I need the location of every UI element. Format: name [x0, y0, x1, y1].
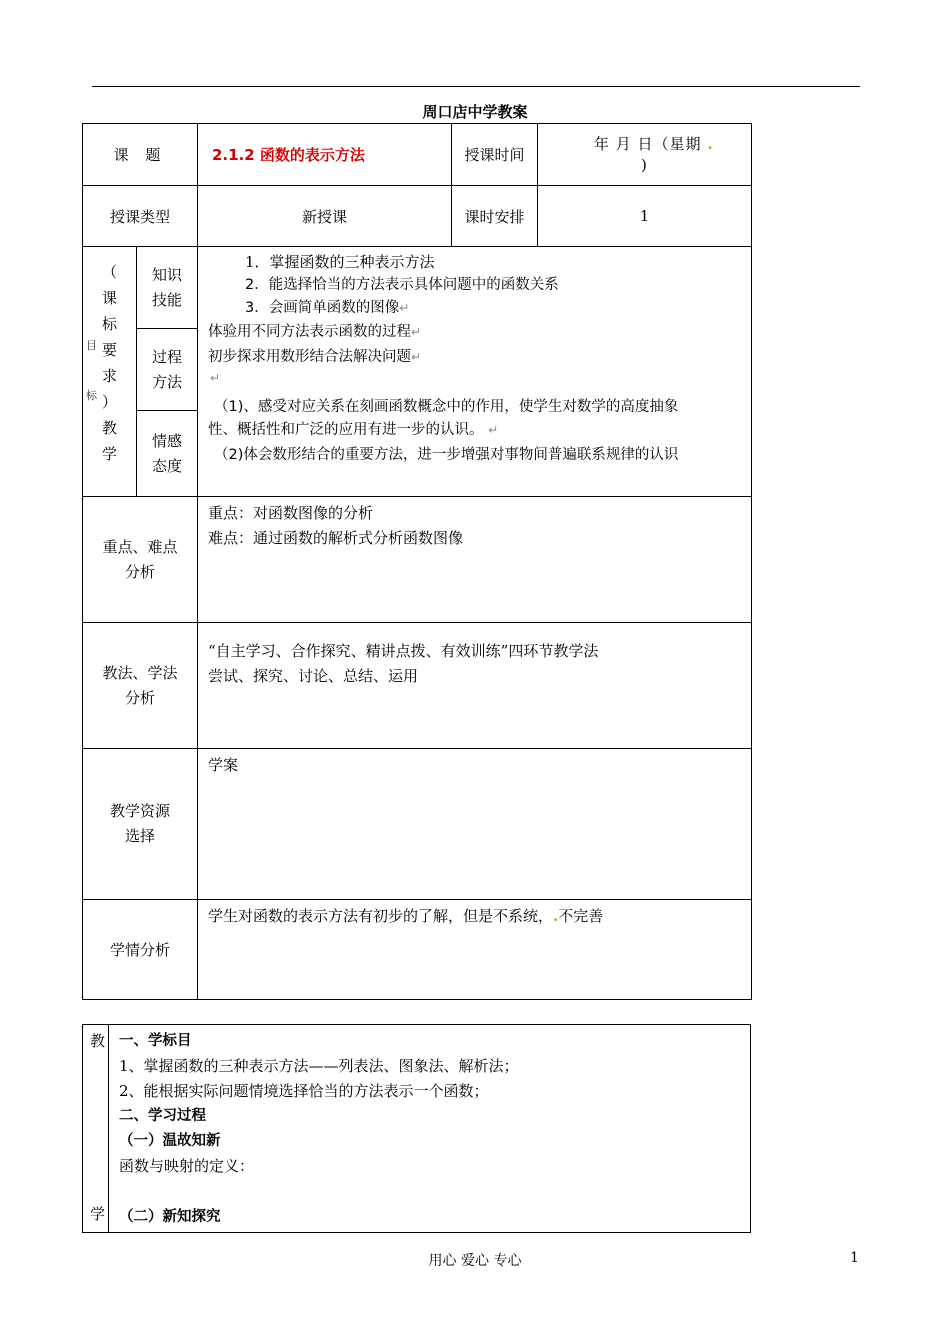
- return-mark: ↵: [210, 371, 221, 385]
- date-line-1: 年 月 日（星期 .: [594, 135, 714, 153]
- process-label: 过程 方法: [137, 329, 198, 411]
- objective-k2: 2．能选择恰当的方法表示具体问题中的函数关系: [245, 277, 559, 293]
- process-side-top: 教: [90, 1032, 106, 1050]
- keypoints-text: [198, 497, 752, 623]
- goal-label: （ 课 标 要 求 ） 教 学 目 标: [83, 247, 137, 497]
- method-line-2: 尝试、探究、讨论、总结、运用: [208, 667, 419, 685]
- process-line-1: 1、掌握函数的三种表示方法——列表法、图象法、解析法；: [119, 1057, 519, 1075]
- school-title: 周口店中学教案: [422, 103, 528, 121]
- section-heading-3: （一）温故知新: [119, 1133, 221, 1149]
- process-line-3: 函数与映射的定义：: [119, 1157, 255, 1175]
- key-point: 重点：对函数图像的分析: [208, 504, 374, 522]
- objective-e1a: （1)、感受对应关系在刻画函数概念中的作用，使学生对数学的高度抽象: [214, 399, 679, 415]
- blank-space: [119, 1179, 740, 1205]
- objective-p1: 体验用不同方法表示函数的过程↵: [208, 324, 422, 340]
- resource-label: 教学资源 选择: [83, 749, 198, 900]
- objective-e1b: 性、概括性和广泛的应用有进一步的认识。 ↵: [208, 422, 499, 438]
- process-line-2: 2、能根据实际问题情境选择恰当的方法表示一个函数；: [119, 1082, 489, 1100]
- time-label: 授课时间: [452, 124, 538, 186]
- objective-p2: 初步探求用数形结合法解决问题↵: [208, 349, 422, 365]
- process-body: [109, 1025, 751, 1233]
- topic-value: 2.1.2 函数的表示方法: [198, 124, 452, 186]
- section-heading-2: 二、学习过程: [119, 1108, 206, 1124]
- process-side-bottom: 学: [90, 1205, 106, 1223]
- date-line-2: ): [641, 156, 647, 174]
- goal-side-char-2: 标: [86, 389, 97, 402]
- keypoints-label: 重点、难点 分析: [83, 497, 198, 623]
- type-label: 授课类型: [83, 186, 198, 247]
- method-line-1: “自主学习、合作探究、精讲点拨、有效训练”四环节教学法: [208, 642, 599, 660]
- hours-label: 课时安排: [452, 186, 538, 247]
- student-label: 学情分析: [83, 900, 198, 1000]
- emotion-label: 情感 态度: [137, 411, 198, 497]
- methods-text: [198, 623, 752, 749]
- header-rule: [92, 86, 860, 87]
- resource-text: 学案: [198, 749, 752, 900]
- process-side-label: [83, 1025, 109, 1233]
- student-text: 学生对函数的表示方法有初步的了解，但是不系统，.不完善: [198, 900, 752, 1000]
- difficult-point: 难点：通过函数的解析式分析函数图像: [208, 529, 464, 547]
- section-heading-4: （二）新知探究: [119, 1209, 221, 1225]
- method-label: 教法、学法 分析: [83, 623, 198, 749]
- goal-side-char-1: 目: [86, 339, 97, 352]
- type-value: 新授课: [198, 186, 452, 247]
- objective-k1: 1．掌握函数的三种表示方法: [245, 253, 435, 271]
- knowledge-label: 知识 技能: [137, 247, 198, 329]
- objective-k3: 3．会画简单函数的图像↵: [245, 300, 410, 316]
- teaching-process-table: [82, 1024, 751, 1233]
- footer-slogan: 用心 爱心 专心: [428, 1253, 522, 1269]
- page-number: 1: [850, 1250, 859, 1266]
- section-heading-1: 一、学标目: [119, 1033, 192, 1049]
- date-cell: [538, 124, 752, 186]
- topic-label: 课 题: [83, 124, 198, 186]
- hours-value: 1: [538, 186, 752, 247]
- objective-e2: （2)体会数形结合的重要方法，进一步增强对事物间普遍联系规律的认识: [214, 447, 679, 463]
- lesson-plan-table: [82, 123, 752, 1000]
- objectives-cell: [198, 247, 752, 497]
